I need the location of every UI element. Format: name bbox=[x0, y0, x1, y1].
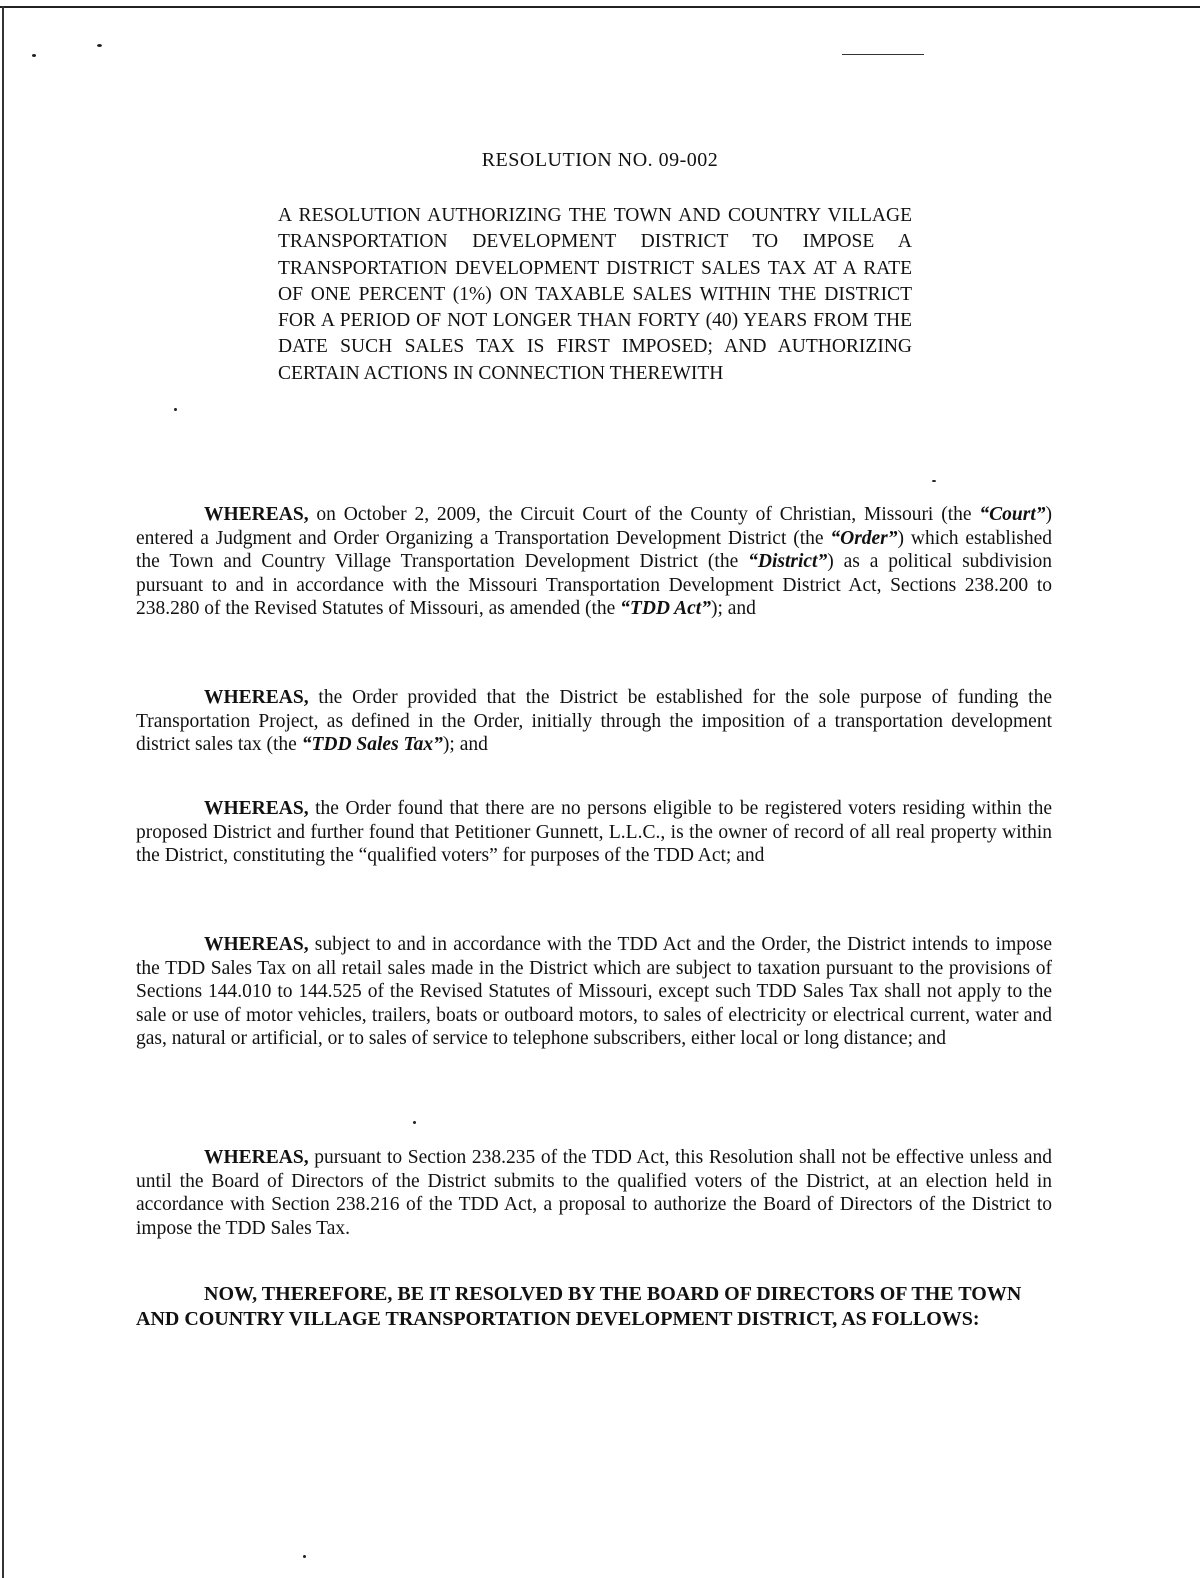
whereas-paragraph-sales-tax bbox=[136, 933, 1052, 1051]
resolved-clause bbox=[136, 1282, 1052, 1332]
whereas-paragraph-court bbox=[136, 503, 1052, 621]
whereas-label: WHEREAS, bbox=[204, 1147, 309, 1168]
whereas-label: WHEREAS, bbox=[204, 798, 309, 819]
whereas-paragraph-purpose bbox=[136, 686, 1052, 757]
resolved-text: NOW, THEREFORE, BE IT RESOLVED BY THE BOARD OF DIRECTORS OF THE TOWN AND COUNTRY VILLAGE TRANSPORTATION DEVELOPMENT DISTRICT, AS FOLLOWS: bbox=[136, 1283, 1022, 1330]
scan-speck bbox=[303, 1555, 306, 1558]
defined-term: “District” bbox=[748, 551, 828, 572]
defined-term: “Court” bbox=[979, 504, 1046, 525]
paragraph-text: the Order found that there are no persons eligible to be registered voters residing within the proposed District and further found that Petitioner Gunnett, L.L.C., is the owner of record of all real property within the District, constituting the “qualified voters” for purposes of the TDD Act; and bbox=[136, 798, 1052, 866]
scan-speck bbox=[174, 408, 177, 411]
paragraph-text: ); and bbox=[710, 598, 756, 619]
paragraph-text: on October 2, 2009, the Circuit Court of the County of Christian, Missouri (the bbox=[308, 504, 980, 525]
paragraph-text: subject to and in accordance with the TDD Act and the Order, the District intends to impose the TDD Sales Tax on all retail sales made in the District which are subject to taxation pursuant to the provisions of Sections 144.010 to 144.525 of the Revised Statutes of Missouri, except such TDD Sales Tax shall not apply to the sale or use of motor vehicles, trailers, boats or outboard motors, to sales of electricity or electrical current, water and gas, natural or artificial, or to sales of service to telephone subscribers, either local or long distance; and bbox=[136, 934, 1052, 1049]
left-border-line bbox=[2, 6, 4, 1578]
whereas-label: WHEREAS, bbox=[204, 687, 309, 708]
paragraph-text: ) entered a Judgment and Order Organizing a Transportation Development District (the bbox=[136, 504, 1052, 549]
paragraph-text: ); and bbox=[442, 734, 488, 755]
scan-speck bbox=[932, 480, 936, 482]
top-border-line bbox=[0, 6, 1200, 8]
defined-term: “TDD Sales Tax” bbox=[301, 734, 443, 755]
defined-term: “TDD Act” bbox=[620, 598, 711, 619]
paragraph-text: the Order provided that the District be established for the sole purpose of funding the Transportation Project, as defined in the Order, initially through the imposition of a transportation development district sales tax (the bbox=[136, 687, 1052, 755]
paragraph-text: ) which established the Town and Country Village Transportation Development District (the bbox=[136, 527, 1053, 572]
paragraph-text: pursuant to Section 238.235 of the TDD Act, this Resolution shall not be effective unless and until the Board of Directors of the District submits to the qualified voters of the District, at an election held in accordance with Section 238.216 of the TDD Act, a proposal to authorize the Board of Directors of the District to impose the TDD Sales Tax. bbox=[136, 1147, 1052, 1239]
whereas-label: WHEREAS, bbox=[204, 504, 309, 525]
header-dash-line bbox=[842, 54, 924, 55]
defined-term: “Order” bbox=[830, 527, 898, 549]
whereas-label: WHEREAS, bbox=[204, 934, 309, 955]
whereas-paragraph-voters bbox=[136, 797, 1052, 868]
resolution-caption: A RESOLUTION AUTHORIZING THE TOWN AND COUNTRY VILLAGE TRANSPORTATION DEVELOPMENT DISTRICT TO IMPOSE A TRANSPORTATION DEVELOPMENT DISTRICT SALES TAX AT A RATE OF ONE PERCENT (1%) ON TAXABLE SALES WITHIN THE DISTRICT FOR A PERIOD OF NOT LONGER THAN FORTY (40) YEARS FROM THE DATE SUCH SALES TAX IS FIRST IMPOSED; AND AUTHORIZING CERTAIN ACTIONS IN CONNECTION THEREWITH bbox=[278, 205, 912, 384]
scan-speck bbox=[32, 54, 36, 57]
paragraph-text: ) as a political subdivision pursuant to and in accordance with the Missouri Transportation Development District Act, Sections 238.200 to 238.280 of the Revised Statutes of Missouri, as amended (the bbox=[136, 551, 1052, 619]
scan-speck bbox=[413, 1121, 416, 1124]
whereas-paragraph-election bbox=[136, 1146, 1052, 1240]
scan-speck bbox=[97, 44, 102, 47]
resolution-title: RESOLUTION NO. 09-002 bbox=[481, 149, 719, 171]
